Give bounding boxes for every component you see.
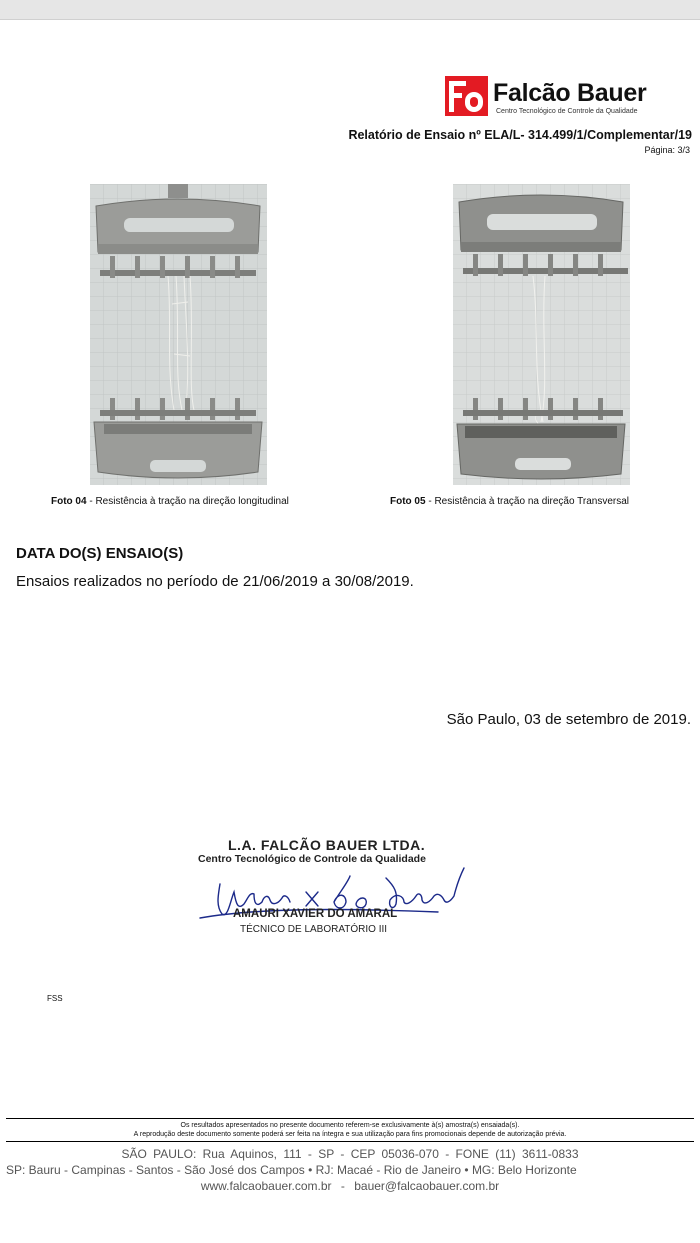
signature-stamp bbox=[190, 832, 490, 942]
footer-disclaimer-2: A reprodução deste documento somente poderá ser feita na íntegra e sua utilização para fins promocionais depende de autorização prévia. bbox=[133, 1131, 567, 1138]
tensile-test-photo-2 bbox=[453, 184, 630, 485]
viewer-top-bar bbox=[0, 0, 700, 20]
brand-tagline: Centro Tecnológico de Controle da Qualidade bbox=[496, 108, 638, 115]
photo-label: Foto 05 bbox=[390, 496, 426, 507]
photo-description: - Resistência à tração na direção longitudinal bbox=[86, 496, 289, 507]
footer-disclaimer-1: Os resultados apresentados no presente documento referem-se exclusivamente à(s) amostra(s) ensaiada(s). bbox=[180, 1122, 520, 1129]
photo-label: Foto 04 bbox=[51, 496, 87, 507]
footer-divider bbox=[6, 1118, 694, 1119]
footer-email[interactable]: bauer@falcaobauer.com.br bbox=[354, 1179, 500, 1193]
falcao-bauer-logo-icon bbox=[445, 76, 488, 116]
footer-address-main: SÃO PAULO: Rua Aquinos, 111 - SP - CEP 05036-070 - FONE (11) 3611-0833 bbox=[121, 1147, 579, 1161]
signer-name: AMAURI XAVIER DO AMARAL bbox=[233, 908, 398, 920]
footer-separator: - bbox=[340, 1179, 345, 1193]
footer-website[interactable]: www.falcaobauer.com.br bbox=[200, 1179, 332, 1193]
brand-name: Falcão Bauer bbox=[493, 79, 647, 107]
place-and-date: São Paulo, 03 de setembro de 2019. bbox=[446, 711, 691, 728]
footer-divider bbox=[6, 1141, 694, 1142]
report-title: Relatório de Ensaio nº ELA/L- 314.499/1/Complementar/19 bbox=[348, 128, 692, 142]
company-logo bbox=[445, 76, 690, 116]
author-initials: FSS bbox=[47, 994, 63, 1003]
section-text: Ensaios realizados no período de 21/06/2019 a 30/08/2019. bbox=[16, 573, 414, 590]
stamp-center: Centro Tecnológico de Controle da Qualidade bbox=[198, 853, 426, 865]
section-heading: DATA DO(S) ENSAIO(S) bbox=[16, 545, 184, 562]
footer-contacts bbox=[0, 1179, 700, 1193]
stamp-company: L.A. FALCÃO BAUER LTDA. bbox=[228, 837, 426, 853]
photo-longitudinal-test bbox=[90, 184, 267, 485]
photo-description: - Resistência à tração na direção Transversal bbox=[425, 496, 629, 507]
footer-address-branches: SP: Bauru - Campinas - Santos - São José dos Campos • RJ: Macaé - Rio de Janeiro • MG: Belo Horizonte bbox=[6, 1163, 577, 1177]
photo-transversal-test bbox=[453, 184, 630, 485]
photo-caption-1 bbox=[51, 496, 289, 507]
signer-role: TÉCNICO DE LABORATÓRIO III bbox=[240, 924, 388, 935]
photo-caption-2 bbox=[390, 496, 629, 507]
tensile-test-photo-1 bbox=[90, 184, 267, 485]
page-number: Página: 3/3 bbox=[644, 145, 690, 155]
